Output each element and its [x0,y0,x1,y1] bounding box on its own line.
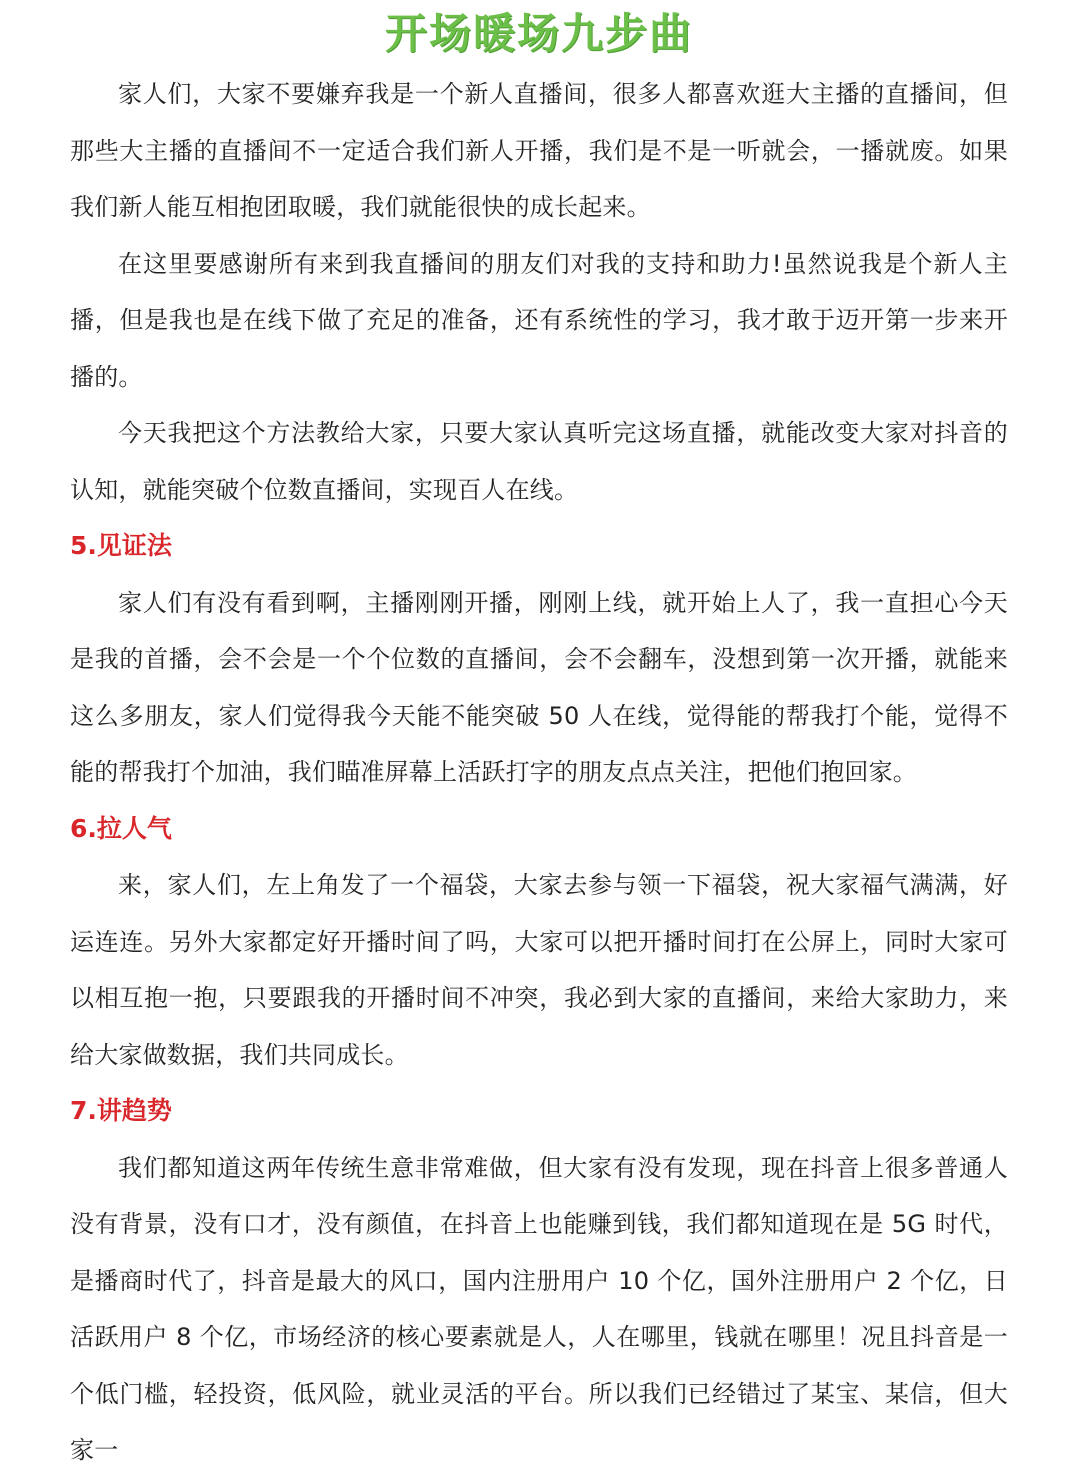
section-heading-witness: 5.见证法 [70,531,172,560]
section-heading-popularity: 6.拉人气 [70,813,172,843]
intro-paragraph: 今天我把这个方法教给大家，只要大家认真听完这场直播，就能改变大家对抖音的认知，就能突破个位数直播间，实现百人在线。 [70,419,1008,504]
section-heading-trend: 7.讲趋势 [70,1096,172,1125]
section-paragraph-witness: 家人们有没有看到啊，主播刚刚开播，刚刚上线，就开始上人了，我一直担心今天是我的首播，会不会是一个个位数的直播间，会不会翻车，没想到第一次开播，就能来这么多朋友，家人们觉得我今天能不能突破 50 人在线，觉得能的帮我打个能，觉得不能的帮我打个加油，我们瞄准屏幕上活跃打字的朋友点点关注，把他们抱回家。 [70,588,1008,786]
intro-paragraph: 在这里要感谢所有来到我直播间的朋友们对我的支持和助力!虽然说我是个新人主播，但是我也是在线下做了充足的准备，还有系统性的学习，我才敢于迈开第一步来开播的。 [70,249,1008,391]
intro-paragraph: 家人们，大家不要嫌弃我是一个新人直播间，很多人都喜欢逛大主播的直播间，但那些大主播的直播间不一定适合我们新人开播，我们是不是一听就会，一播就废。如果我们新人能互相抱团取暖，我们就能很快的成长起来。 [70,80,1008,221]
page-title: 开场暖场九步曲 [384,9,693,58]
section-paragraph-trend: 我们都知道这两年传统生意非常难做，但大家有没有发现，现在抖音上很多普通人没有背景，没有口才，没有颜值，在抖音上也能赚到钱，我们都知道现在是 5G 时代，是播商时代了，抖音是最大的风口，国内注册用户 10 个亿，国外注册用户 2 个亿，日活跃用户 8 个亿，市场经济的核心要素就是人，人在哪里，钱就在哪里！况且抖音是一个低门槛，轻投资，低风险，就业灵活的平台。所以我们已经错过了某宝、某信，但大家一 [70,1153,1008,1464]
section-paragraph-popularity: 来，家人们，左上角发了一个福袋，大家去参与领一下福袋，祝大家福气满满，好运连连。另外大家都定好开播时间了吗，大家可以把开播时间打在公屏上，同时大家可以相互抱一抱，只要跟我的开播时间不冲突，我必到大家的直播间，来给大家助力，来给大家做数据，我们共同成长。 [70,871,1008,1069]
